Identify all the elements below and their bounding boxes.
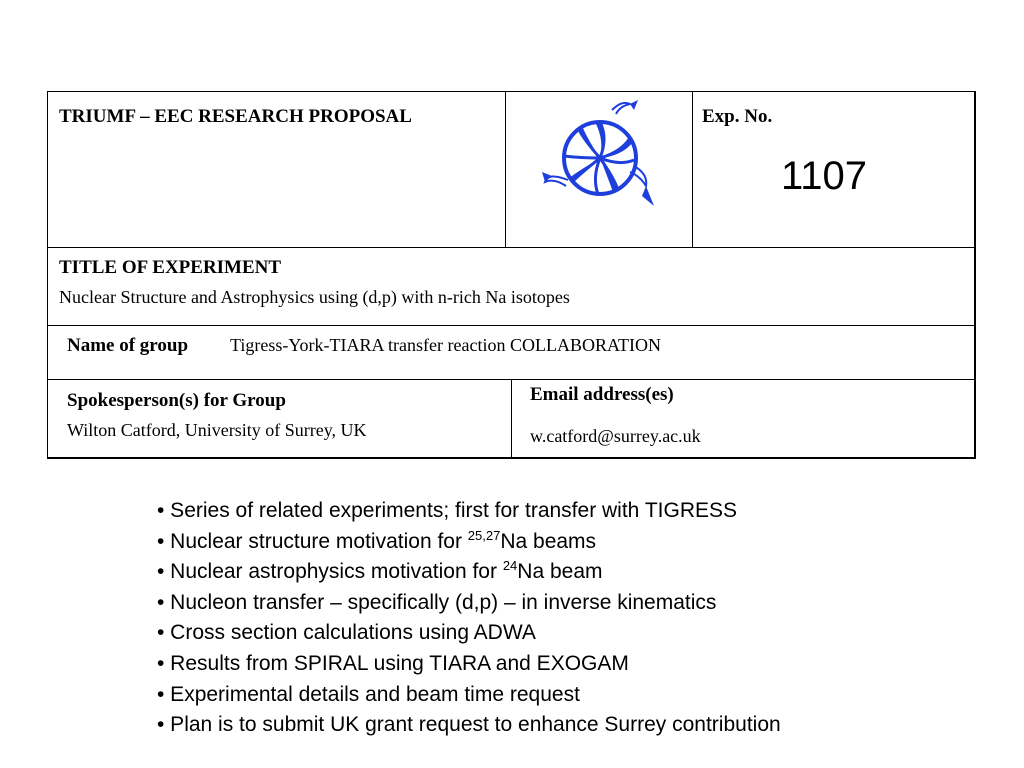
bullet-text: • Cross section calculations using ADWA: [157, 621, 536, 645]
form-divider: [692, 92, 693, 247]
email-label: Email address(es): [530, 384, 674, 405]
list-item: [157, 588, 781, 619]
form-divider: [48, 247, 974, 248]
bullet-text: • Series of related experiments; first for transfer with TIGRESS: [157, 499, 738, 522]
group-name-value: Tigress-York-TIARA transfer reaction COLLABORATION: [230, 335, 661, 355]
list-item: [157, 496, 781, 527]
bullet-text: Na beam: [517, 560, 603, 584]
spokesperson-value: Wilton Catford, University of Surrey, UK: [67, 420, 367, 440]
list-item: [157, 649, 781, 680]
exp-number-value: 1107: [781, 154, 868, 198]
title-of-experiment-label: TITLE OF EXPERIMENT: [59, 257, 282, 278]
list-item: [157, 710, 781, 741]
list-item: [157, 618, 781, 649]
header-title: TRIUMF – EEC RESEARCH PROPOSAL: [59, 106, 412, 127]
form-divider: [511, 379, 512, 459]
bullet-text: • Plan is to submit UK grant request to enhance Surrey contribution: [157, 713, 781, 737]
bullet-text: Na beams: [500, 529, 597, 553]
bullet-text: • Nucleon transfer – specifically (d,p) – in inverse kinematics: [157, 590, 717, 614]
form-divider: [48, 325, 974, 326]
isotope-mass-superscript: 24: [502, 558, 518, 574]
bullet-text: • Experimental details and beam time request: [157, 682, 580, 706]
group-name-label: Name of group: [67, 335, 189, 356]
exp-number-label: Exp. No.: [702, 106, 773, 127]
list-item: [157, 680, 781, 711]
triumf-logo-icon: [542, 100, 660, 210]
bullet-text: • Nuclear astrophysics motivation for: [157, 560, 503, 584]
email-value: w.catford@surrey.ac.uk: [530, 426, 701, 446]
bullet-text: • Results from SPIRAL using TIARA and EXOGAM: [157, 651, 629, 675]
list-item: [157, 557, 781, 588]
spokesperson-label: Spokesperson(s) for Group: [67, 390, 286, 411]
list-item: [157, 527, 781, 558]
isotope-mass-superscript: 25,27: [467, 527, 501, 543]
bullet-text: • Nuclear structure motivation for: [157, 529, 468, 553]
form-divider: [505, 92, 506, 247]
proposal-form: [47, 91, 976, 459]
title-of-experiment-value: Nuclear Structure and Astrophysics using (d,p) with n-rich Na isotopes: [59, 287, 570, 307]
summary-bullet-list: [157, 496, 781, 741]
